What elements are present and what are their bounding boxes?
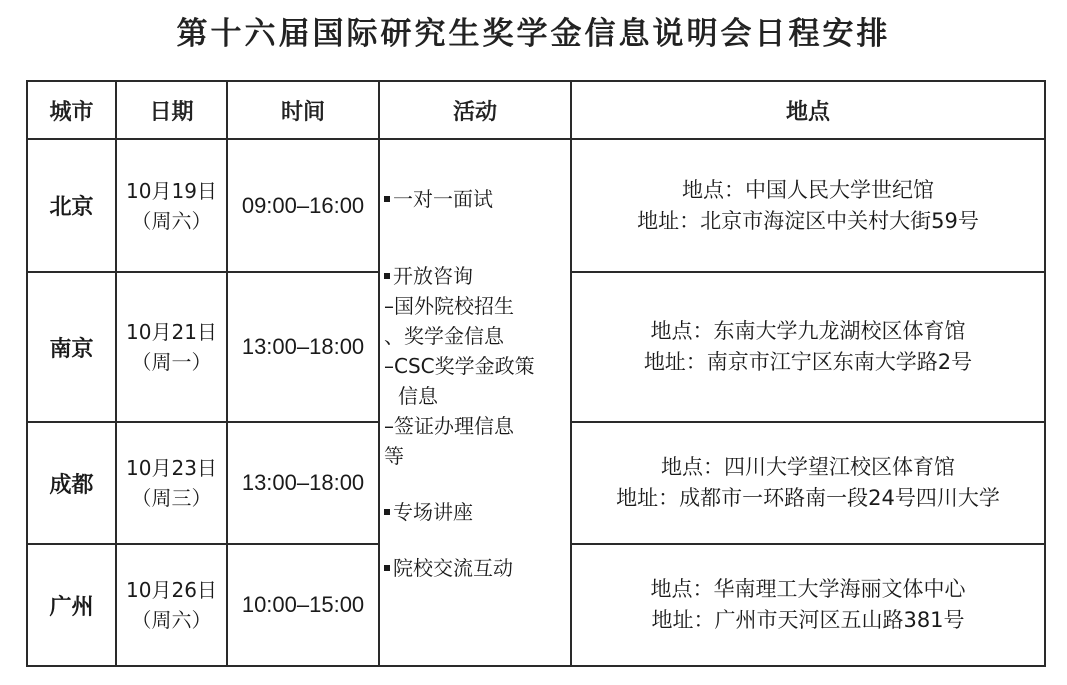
header-date: 日期 xyxy=(116,81,227,139)
venue-text: 地点：华南理工大学海丽文体中心 xyxy=(650,577,966,601)
header-time: 时间 xyxy=(227,81,379,139)
activity-subitem: 、奖学金信息 xyxy=(384,324,504,348)
weekday-text: （周六） xyxy=(131,208,212,233)
date-cell xyxy=(116,272,227,422)
location-cell xyxy=(571,422,1045,544)
time-cell: 10:00–15:00 xyxy=(227,544,379,666)
activity-subitem: –国外院校招生 xyxy=(384,294,514,318)
table-header-row xyxy=(27,81,1045,139)
date-text: 10月26日 xyxy=(126,578,217,602)
activity-subitem: 等 xyxy=(384,444,404,468)
city-cell: 北京 xyxy=(27,139,116,272)
location-cell xyxy=(571,272,1045,422)
address-text: 地址：广州市天河区五山路381号 xyxy=(651,608,965,632)
header-city: 城市 xyxy=(27,81,116,139)
time-cell: 13:00–18:00 xyxy=(227,272,379,422)
location-cell xyxy=(571,139,1045,272)
location-cell xyxy=(571,544,1045,666)
date-text: 10月23日 xyxy=(126,456,217,480)
activity-item: 一对一面试 xyxy=(384,184,570,214)
venue-text: 地点：四川大学望江校区体育馆 xyxy=(661,455,955,479)
address-text: 地址：北京市海淀区中关村大街59号 xyxy=(637,208,979,233)
activity-subitem: 信息 xyxy=(398,384,438,408)
header-activity: 活动 xyxy=(379,81,571,139)
address-text: 地址：成都市一环路南一段24号四川大学 xyxy=(616,486,1000,510)
weekday-text: （周三） xyxy=(131,486,212,510)
city-cell: 广州 xyxy=(27,544,116,666)
date-text: 10月19日 xyxy=(126,178,217,203)
date-cell xyxy=(116,544,227,666)
page-title: 第十六届国际研究生奖学金信息说明会日程安排 xyxy=(176,16,891,52)
activity-item: 院校交流互动 xyxy=(384,553,570,583)
city-cell: 成都 xyxy=(27,422,116,544)
city-cell: 南京 xyxy=(27,272,116,422)
activity-subitem: –签证办理信息 xyxy=(384,414,514,438)
date-cell xyxy=(116,422,227,544)
activity-subitem: –CSC奖学金政策 xyxy=(384,354,535,378)
activity-item: 开放咨询 xyxy=(384,261,570,291)
weekday-text: （周一） xyxy=(131,350,212,374)
time-cell: 13:00–18:00 xyxy=(227,422,379,544)
activity-item: 专场讲座 xyxy=(384,497,570,527)
venue-text: 地点：东南大学九龙湖校区体育馆 xyxy=(650,319,966,343)
weekday-text: （周六） xyxy=(131,608,212,632)
activity-cell xyxy=(379,139,571,666)
header-location: 地点 xyxy=(571,81,1045,139)
date-text: 10月21日 xyxy=(126,320,217,344)
schedule-table xyxy=(26,80,1046,667)
date-cell xyxy=(116,139,227,272)
time-cell: 09:00–16:00 xyxy=(227,139,379,272)
venue-text: 地点：中国人民大学世纪馆 xyxy=(682,177,934,202)
address-text: 地址：南京市江宁区东南大学路2号 xyxy=(643,350,973,374)
table-row xyxy=(27,139,1045,272)
